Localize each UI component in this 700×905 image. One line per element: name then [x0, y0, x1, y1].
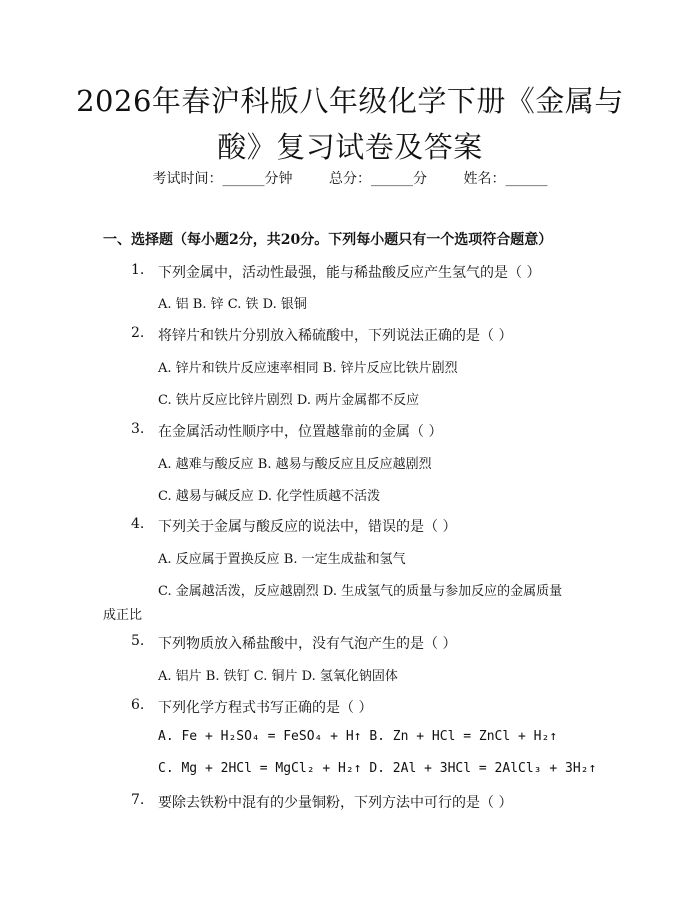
question-stem: 要除去铁粉中混有的少量铜粉，下列方法中可行的是（ ）: [158, 795, 513, 811]
question-5-options: A. 铝片 B. 铁钉 C. 铜片 D. 氢氧化钠固体: [158, 669, 398, 684]
title-line-2: 酸》复习试卷及答案: [217, 130, 483, 164]
question-stem: 下列关于金属与酸反应的说法中，错误的是（ ）: [158, 519, 457, 535]
exam-time: 考试时间：______分钟: [152, 171, 293, 187]
question-stem: 将锌片和铁片分别放入稀硫酸中，下列说法正确的是（ ）: [158, 328, 513, 344]
question-4-options-cd: C. 金属越活泼，反应越剧烈 D. 生成氢气的质量与参加反应的金属质量: [158, 584, 563, 599]
student-name: 姓名：______: [463, 171, 548, 187]
question-number: 1.: [131, 262, 145, 278]
question-number: 2.: [131, 325, 145, 341]
question-6-options-cd: C. Mg + 2HCl = MgCl₂ + H₂↑ D. 2Al + 3HCl = 2AlCl₃ + 3H₂↑: [158, 761, 597, 776]
page-title: [60, 78, 640, 170]
question-number: 5.: [131, 633, 145, 649]
exam-info: [0, 168, 700, 188]
question-6-options-ab: A. Fe + H₂SO₄ = FeSO₄ + H↑ B. Zn + HCl = ZnCl + H₂↑: [158, 729, 558, 744]
question-3-options-ab: A. 越难与酸反应 B. 越易与酸反应且反应越剧烈: [158, 457, 432, 472]
question-2-options-ab: A. 锌片和铁片反应速率相同 B. 锌片反应比铁片剧烈: [158, 361, 458, 376]
question-1-options: A. 铝 B. 锌 C. 铁 D. 银铜: [158, 297, 307, 312]
total-score: 总分：______分: [329, 171, 427, 187]
question-number: 7.: [131, 792, 145, 808]
question-stem: 下列物质放入稀盐酸中，没有气泡产生的是（ ）: [158, 636, 457, 652]
question-stem: 下列化学方程式书写正确的是（ ）: [158, 700, 373, 716]
question-2-options-cd: C. 铁片反应比锌片剧烈 D. 两片金属都不反应: [158, 393, 420, 408]
question-number: 4.: [131, 516, 145, 532]
question-stem: 在金属活动性顺序中，位置越靠前的金属（ ）: [158, 424, 443, 440]
question-4-options-ab: A. 反应属于置换反应 B. 一定生成盐和氢气: [158, 552, 406, 567]
question-3-options-cd: C. 越易与碱反应 D. 化学性质越不活泼: [158, 489, 381, 504]
title-line-1: 2026年春沪科版八年级化学下册《金属与: [76, 84, 624, 118]
question-4-option-wrap: 成正比: [103, 608, 143, 623]
question-number: 6.: [131, 697, 145, 713]
question-stem: 下列金属中，活动性最强，能与稀盐酸反应产生氢气的是（ ）: [158, 265, 541, 281]
question-number: 3.: [131, 421, 145, 437]
section-heading: 一、选择题（每小题2分，共20分。下列每小题只有一个选项符合题意）: [103, 232, 553, 248]
